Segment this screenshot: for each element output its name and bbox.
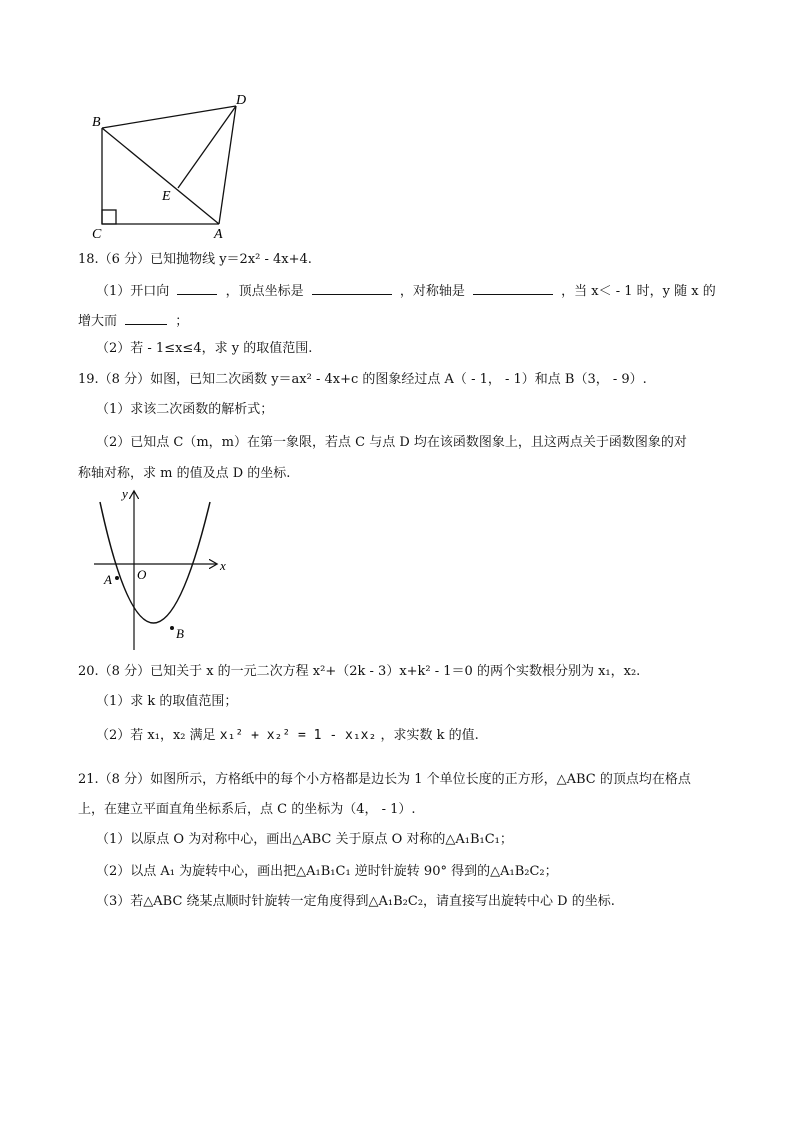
answer-blank-3[interactable] [473,281,553,295]
q18-stem: 18.（6 分）已知抛物线 y＝2x² - 4x+4. [78,252,312,267]
q21-part1: （1）以原点 O 为对称中心，画出△ABC 关于原点 O 对称的△A₁B₁C₁； [96,832,513,847]
q20-part1: （1）求 k 的取值范围； [96,694,238,709]
answer-blank-2[interactable] [312,281,392,295]
q18-part1-d: ，当 x＜ - 1 时，y 随 x 的 [561,284,716,299]
q19-stem: 19.（8 分）如图，已知二次函数 y＝ax² - 4x+c 的图象经过点 A（ - 1， - 1）和点 B（3， - 9）. [78,372,647,387]
q21-stem-a: 21.（8 分）如图所示，方格纸中的每个小方格都是边长为 1 个单位长度的正方形，△ABC 的顶点均在格点 [78,772,691,787]
label-E: E [162,189,171,204]
q20-equation: x₁² + x₂² = 1 - x₁x₂ [219,728,377,743]
q18-part1-b: ，顶点坐标是 [225,284,304,299]
q19-part1: （1）求该二次函数的解析式； [96,402,274,417]
label-A: A [214,227,223,240]
label-B: B [92,115,101,130]
q18-part1-e: 增大而 [78,314,118,329]
parabola-graph [90,484,240,654]
q20-part2 [96,727,479,745]
q18-part2: （2）若 - 1≤x≤4，求 y 的取值范围. [96,341,313,356]
q20-part2-b: ，求实数 k 的值. [380,728,479,743]
q19-part2a: （2）已知点 C（m，m）在第一象限，若点 C 与点 D 均在该函数图象上，且这两点关于函数图象的对 [96,435,687,450]
answer-blank-1[interactable] [177,281,217,295]
axis-label-x: x [220,558,226,573]
label-D: D [236,93,247,108]
q18-part1 [96,281,716,301]
q18-part1-f: ； [175,314,189,329]
q21-part2: （2）以点 A₁ 为旋转中心，画出把△A₁B₁C₁ 逆时针旋转 90° 得到的△A₁B₂C₂； [96,864,558,879]
q21-stem-b: 上，在建立平面直角坐标系后，点 C 的坐标为（4， - 1）. [78,802,416,817]
point-label-A: A [104,572,112,587]
q18-part1-c: ，对称轴是 [399,284,465,299]
point-label-B: B [176,626,184,641]
answer-blank-4[interactable] [125,311,167,325]
q18-part1-cont [78,311,188,331]
q21-part3: （3）若△ABC 绕某点顺时针旋转一定角度得到△A₁B₂C₂，请直接写出旋转中心 D 的坐标. [96,894,615,909]
q20-part2-a: （2）若 x₁，x₂ 满足 [96,728,216,743]
q19-part2b: 称轴对称，求 m 的值及点 D 的坐标. [78,466,291,481]
geometry-figure-quadrilateral [86,88,256,240]
axis-label-y: y [122,486,128,501]
q18-part1-a: （1）开口向 [96,284,170,299]
origin-label-O: O [137,567,147,582]
q20-stem: 20.（8 分）已知关于 x 的一元二次方程 x²+（2k - 3）x+k² - 1＝0 的两个实数根分别为 x₁，x₂. [78,664,641,679]
label-C: C [92,227,102,240]
